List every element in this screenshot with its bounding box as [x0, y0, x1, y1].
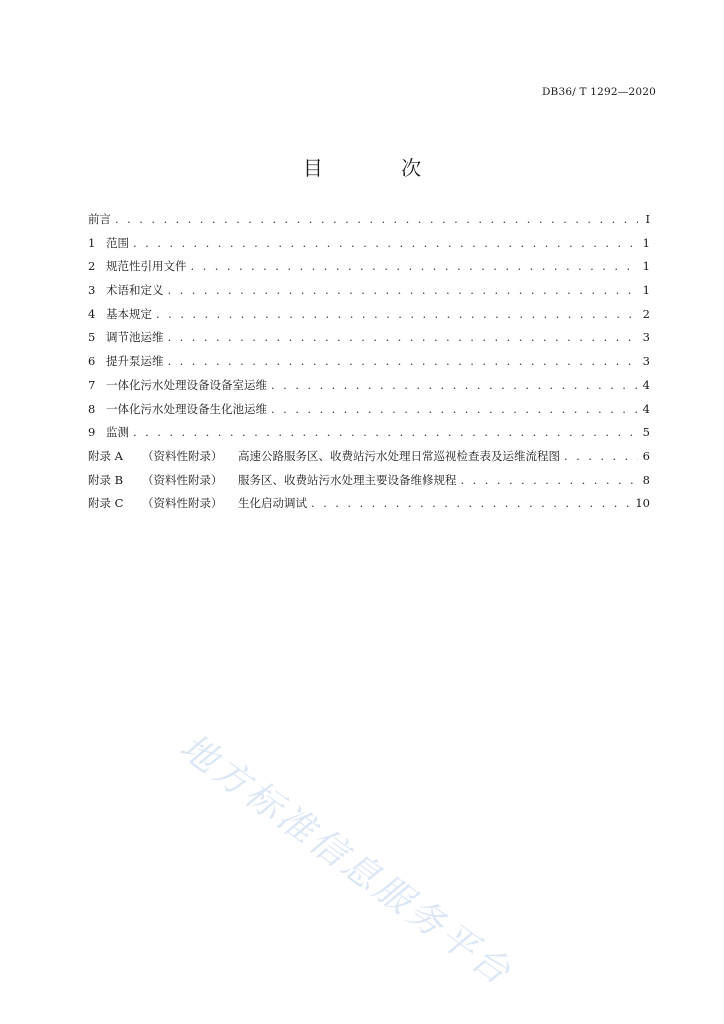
toc-page-number: 3 — [642, 354, 650, 369]
toc-leader-dots — [564, 449, 638, 463]
toc-entry-label: 监测 — [106, 425, 129, 440]
toc-leader-dots — [133, 425, 638, 439]
toc-entry-foreword[interactable] — [88, 211, 650, 235]
toc-appendix-a[interactable] — [88, 448, 650, 472]
toc-leader-dots — [191, 259, 639, 273]
toc-entry-number: 2 — [88, 259, 96, 274]
toc-entry-number: 1 — [88, 235, 96, 250]
toc-leader-dots — [168, 330, 639, 344]
toc-entry-number: 6 — [88, 354, 96, 369]
toc-entry-label: 基本规定 — [106, 306, 152, 321]
toc-page-number: 1 — [642, 235, 650, 250]
page-title: 目 次 — [302, 156, 458, 180]
toc-page-number: 5 — [642, 425, 650, 440]
toc-entry-6[interactable] — [88, 353, 650, 377]
toc-entry-number: 9 — [88, 425, 96, 440]
toc-entry-label: 高速公路服务区、收费站污水处理日常巡视检查表及运维流程图 — [238, 448, 560, 463]
toc-leader-dots — [271, 402, 638, 416]
toc-leader-dots — [311, 496, 631, 510]
toc-page-number: I — [645, 212, 650, 226]
table-of-contents — [88, 211, 650, 519]
toc-page-number: 2 — [642, 306, 650, 321]
appendix-type: （资料性附录） — [142, 448, 223, 463]
appendix-prefix: 附录 B — [88, 472, 124, 487]
toc-entry-label: 一体化污水处理设备生化池运维 — [106, 401, 267, 416]
toc-entry-label: 规范性引用文件 — [106, 259, 187, 274]
toc-entry-label: 生化启动调试 — [238, 496, 307, 511]
toc-entry-number: 5 — [88, 330, 96, 345]
toc-entry-label: 术语和定义 — [106, 283, 164, 298]
document-id: DB36/ T 1292—2020 — [541, 86, 656, 98]
toc-page-number: 8 — [642, 472, 650, 487]
watermark: 地方标准信息服务平台 — [172, 726, 520, 995]
toc-page-number: 4 — [642, 377, 650, 392]
toc-appendix-c[interactable] — [88, 495, 650, 519]
toc-leader-dots — [461, 473, 639, 487]
toc-entry-number: 8 — [88, 401, 96, 416]
toc-leader-dots — [271, 378, 638, 392]
appendix-prefix: 附录 C — [88, 496, 124, 511]
toc-entry-2[interactable] — [88, 258, 650, 282]
toc-page-number: 10 — [635, 496, 650, 511]
toc-entry-label: 服务区、收费站污水处理主要设备维修规程 — [238, 472, 457, 487]
appendix-type: （资料性附录） — [142, 496, 223, 511]
toc-entry-label: 前言 — [88, 212, 111, 226]
toc-entry-label: 一体化污水处理设备设备室运维 — [106, 377, 267, 392]
toc-entry-8[interactable] — [88, 401, 650, 425]
toc-entry-1[interactable] — [88, 235, 650, 259]
toc-page-number: 6 — [642, 448, 650, 463]
toc-entry-number: 4 — [88, 306, 96, 321]
toc-page-number: 1 — [642, 283, 650, 298]
toc-page-number: 3 — [642, 330, 650, 345]
toc-leader-dots — [168, 354, 639, 368]
toc-entry-label: 调节池运维 — [106, 330, 164, 345]
appendix-type: （资料性附录） — [142, 472, 223, 487]
toc-leader-dots — [156, 307, 638, 321]
toc-entry-4[interactable] — [88, 306, 650, 330]
toc-entry-9[interactable] — [88, 424, 650, 448]
toc-page-number: 1 — [642, 259, 650, 274]
toc-entry-5[interactable] — [88, 329, 650, 353]
toc-entry-number: 3 — [88, 283, 96, 298]
toc-entry-label: 提升泵运维 — [106, 354, 164, 369]
toc-leader-dots — [168, 283, 639, 297]
toc-appendix-b[interactable] — [88, 472, 650, 496]
toc-leader-dots — [115, 212, 638, 226]
toc-page-number: 4 — [642, 401, 650, 416]
toc-leader-dots — [133, 236, 638, 250]
appendix-prefix: 附录 A — [88, 448, 123, 463]
toc-entry-3[interactable] — [88, 282, 650, 306]
toc-entry-7[interactable] — [88, 377, 650, 401]
toc-entry-label: 范围 — [106, 235, 129, 250]
toc-entry-number: 7 — [88, 377, 96, 392]
